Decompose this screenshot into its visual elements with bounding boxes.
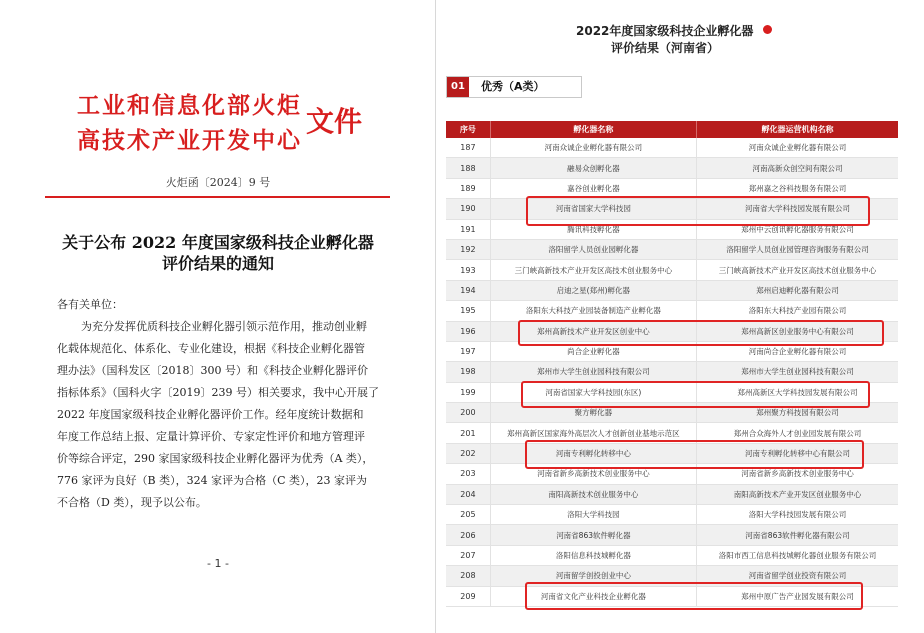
table-row	[446, 301, 898, 321]
results-table	[446, 121, 898, 607]
operator-name: 河南省新乡高新技术创业服务中心	[696, 464, 898, 483]
incubator-name: 南阳高新技术创业服务中心	[490, 485, 696, 504]
row-number: 208	[460, 571, 476, 581]
red-dot-icon	[763, 25, 772, 34]
operator-name: 郑州市大学生创业园科技有限公司	[696, 362, 898, 381]
incubator-name: 河南留学创投创业中心	[490, 566, 696, 585]
highlight-box	[526, 196, 870, 226]
section-number: 01	[447, 77, 469, 97]
table-row	[446, 281, 898, 301]
row-number: 204	[460, 489, 476, 499]
operator-name: 河南众诚企业孵化器有限公司	[696, 138, 898, 157]
operator-name: 洛阳东大科技产业园有限公司	[696, 301, 898, 320]
table-row	[446, 138, 898, 158]
incubator-name: 郑州高新技术产业开发区创业中心	[490, 322, 696, 341]
highlight-box	[518, 320, 884, 346]
salutation: 各有关单位：	[57, 298, 123, 311]
row-number: 205	[460, 510, 476, 520]
red-divider-rule	[45, 196, 390, 198]
body-line: 价等综合评定，290 家国家级科技企业孵化器评为优秀（A 类），	[57, 452, 374, 465]
incubator-name: 聚方孵化器	[490, 403, 696, 422]
page-number: - 1 -	[207, 557, 229, 570]
row-number: 192	[460, 245, 476, 255]
incubator-name: 河南省863软件孵化器	[490, 525, 696, 544]
row-number: 200	[460, 408, 476, 418]
body-line: 年度工作总结上报、定量计算评价、专家定性评价和地方管理评	[57, 430, 365, 443]
operator-name: 洛阳市西工信息科技城孵化器创业服务有限公司	[696, 546, 898, 565]
row-number: 187	[460, 143, 476, 153]
incubator-name: 河南省国家大学科技园(东区)	[490, 383, 696, 402]
table-row	[446, 525, 898, 545]
row-number: 202	[460, 449, 476, 459]
body-line: 化载体规范化、体系化、专业化建设，根据《科技企业孵化器管	[57, 342, 365, 355]
row-number: 198	[460, 367, 476, 377]
operator-name: 郑州高新区大学科技园发展有限公司	[696, 383, 898, 402]
body-line: 为充分发挥优质科技企业孵化器引领示范作用，推动创业孵	[81, 320, 367, 333]
incubator-name: 郑州市大学生创业园科技有限公司	[490, 362, 696, 381]
section-header	[446, 76, 582, 98]
incubator-name: 河南众诚企业孵化器有限公司	[490, 138, 696, 157]
incubator-name: 河南专利孵化转移中心	[490, 444, 696, 463]
incubator-name: 洛阳大学科技园	[490, 505, 696, 524]
incubator-name: 三门峡高新技术产业开发区高技术创业服务中心	[490, 260, 696, 279]
highlight-box	[525, 582, 863, 610]
row-number: 196	[460, 326, 476, 336]
notice-title-line-1: 关于公布 2022 年度国家级科技企业孵化器	[62, 233, 374, 252]
issuer-line-2: 高技术产业开发中心	[77, 127, 302, 154]
incubator-name: 郑州高新区国家海外高层次人才创新创业基地示范区	[490, 423, 696, 442]
incubator-name: 洛阳留学人员创业园孵化器	[490, 240, 696, 259]
highlight-box	[521, 381, 870, 408]
column-header-number: 序号	[459, 125, 476, 134]
incubator-name: 河南省新乡高新技术创业服务中心	[490, 464, 696, 483]
issuer-line-1: 工业和信息化部火炬	[77, 92, 302, 119]
results-title-line-2: 评价结果（河南省）	[611, 41, 720, 55]
table-row	[446, 362, 898, 382]
incubator-name: 河南省文化产业科技企业孵化器	[490, 587, 696, 606]
incubator-name: 洛阳东大科技产业园装备制造产业孵化器	[490, 301, 696, 320]
incubator-name: 启迪之星(郑州)孵化器	[490, 281, 696, 300]
row-number: 190	[460, 204, 476, 214]
operator-name: 郑州合众海外人才创业园发展有限公司	[696, 423, 898, 442]
body-line: 2022 年度国家级科技企业孵化器评价工作。经年度统计数据和	[57, 408, 364, 421]
row-number: 191	[460, 224, 476, 234]
row-number: 206	[460, 530, 476, 540]
table-header	[446, 121, 898, 138]
body-line: 不合格（D 类），现予以公布。	[57, 496, 207, 509]
table-row	[446, 260, 898, 280]
incubator-name: 融易众创孵化器	[490, 158, 696, 177]
row-number: 193	[460, 265, 476, 275]
operator-name: 河南尚合企业孵化器有限公司	[696, 342, 898, 361]
body-line: 指标体系》（国科火字〔2019〕239 号）相关要求，我中心开展了	[57, 386, 379, 399]
operator-name: 郑州聚方科技园有限公司	[696, 403, 898, 422]
incubator-name: 洛阳信息科技城孵化器	[490, 546, 696, 565]
operator-name: 郑州启迪孵化器有限公司	[696, 281, 898, 300]
operator-name: 河南省863软件孵化器有限公司	[696, 525, 898, 544]
incubator-name: 河南省国家大学科技园	[490, 199, 696, 218]
row-number: 189	[460, 183, 476, 193]
operator-name: 洛阳留学人员创业园管理咨询服务有限公司	[696, 240, 898, 259]
operator-name: 三门峡高新技术产业开发区高技术创业服务中心	[696, 260, 898, 279]
operator-name: 郑州中原广告产业园发展有限公司	[696, 587, 898, 606]
incubator-name: 嘉谷创业孵化器	[490, 179, 696, 198]
row-number: 199	[460, 387, 476, 397]
table-row	[446, 240, 898, 260]
body-line: 776 家评为良好（B 类），324 家评为合格（C 类），23 家评为	[57, 474, 367, 487]
operator-name: 郑州高新区创业服务中心有限公司	[696, 322, 898, 341]
operator-name: 河南高新众创空间有限公司	[696, 158, 898, 177]
column-header-incubator: 孵化器名称	[490, 121, 696, 138]
row-number: 203	[460, 469, 476, 479]
column-header-operator: 孵化器运营机构名称	[696, 121, 898, 138]
operator-name: 南阳高新技术产业开发区创业服务中心	[696, 485, 898, 504]
body-line: 理办法》（国科发区〔2018〕300 号）和《科技企业孵化器评价	[57, 364, 368, 377]
operator-name: 郑州中云创讯孵化器服务有限公司	[696, 220, 898, 239]
document-label: 文件	[306, 105, 363, 138]
notice-page	[0, 0, 436, 633]
incubator-name: 腾讯科技孵化器	[490, 220, 696, 239]
operator-name: 洛阳大学科技园发展有限公司	[696, 505, 898, 524]
operator-name: 河南省大学科技园发展有限公司	[696, 199, 898, 218]
operator-name: 河南省留学创业投资有限公司	[696, 566, 898, 585]
table-row	[446, 158, 898, 178]
row-number: 197	[460, 347, 476, 357]
results-page	[436, 0, 924, 633]
notice-title-line-2: 评价结果的通知	[161, 254, 274, 273]
row-number: 201	[460, 428, 476, 438]
table-row	[446, 546, 898, 566]
row-number: 195	[460, 306, 476, 316]
results-title-line-1: 2022年度国家级科技企业孵化器	[576, 24, 754, 38]
operator-name: 河南专利孵化转移中心有限公司	[696, 444, 898, 463]
row-number: 194	[460, 285, 476, 295]
row-number: 207	[460, 551, 476, 560]
highlight-box	[525, 440, 864, 469]
section-label: 优秀（A类）	[481, 80, 545, 93]
row-number: 188	[460, 163, 476, 173]
incubator-name: 尚合企业孵化器	[490, 342, 696, 361]
operator-name: 郑州嘉之谷科技服务有限公司	[696, 179, 898, 198]
table-row	[446, 485, 898, 505]
table-row	[446, 505, 898, 525]
document-number: 火炬函〔2024〕9 号	[165, 176, 271, 189]
row-number: 209	[460, 591, 476, 601]
